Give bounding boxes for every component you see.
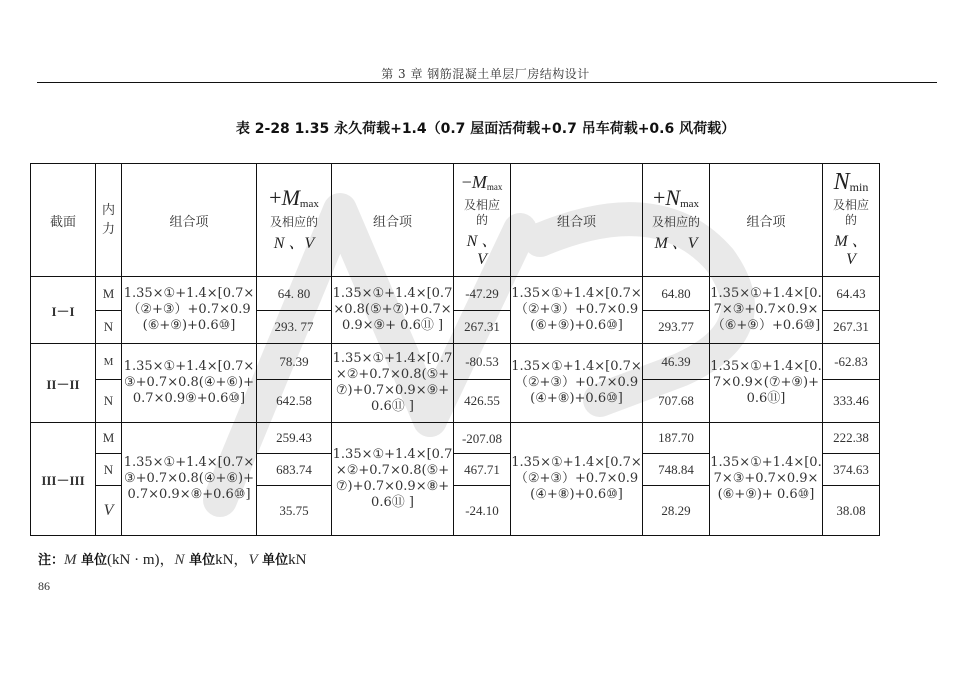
value-cell: 28.29 <box>643 486 710 536</box>
section-label: I－I <box>31 277 96 344</box>
page-number: 86 <box>38 579 50 593</box>
combo-formula: 1.35×①+1.4×[0.7×③+0.7×0.9×(⑥+⑨)+ 0.6⑩] <box>710 423 823 536</box>
header-pos-n-max: $+N_{max}$ 及相应的 M 、V <box>643 164 710 277</box>
value-cell: 222.38 <box>823 423 880 454</box>
combo-formula: 1.35×①+1.4×[0.7×0.8(⑤+⑦)+0.7×0.9×⑨+ 0.6⑪ ] <box>332 277 454 344</box>
header-combo-4: 组合项 <box>710 164 823 277</box>
header-combo-2: 组合项 <box>332 164 454 277</box>
value-cell: 333.46 <box>823 380 880 423</box>
value-cell: 64. 80 <box>257 277 332 311</box>
combo-formula: 1.35×①+1.4×[0.7×③+0.7×0.8(④+⑥)+0.7×0.9⑨+0.6⑩] <box>122 344 257 423</box>
value-cell: 293.77 <box>643 311 710 344</box>
force-label: V <box>96 486 122 536</box>
value-cell: 267.31 <box>823 311 880 344</box>
force-label: N <box>96 454 122 486</box>
combo-formula: 1.35×①+1.4×[0.7×③+0.7×0.9×（⑥+⑨）+0.6⑩] <box>710 277 823 344</box>
combo-formula: 1.35×①+1.4×[0.7×（②+③）+0.7×0.9(④+⑧)+0.6⑩] <box>511 344 643 423</box>
value-cell: 707.68 <box>643 380 710 423</box>
value-cell: 426.55 <box>454 380 511 423</box>
value-cell: -24.10 <box>454 486 511 536</box>
combo-formula: 1.35×①+1.4×[0.7×②+0.7×0.8(⑤+⑦)+0.7×0.9×⑧+0.6⑪ ] <box>332 423 454 536</box>
value-cell: 259.43 <box>257 423 332 454</box>
table-note: 注：M 单位(kN · m)，N 单位kN，V 单位kN <box>38 552 307 568</box>
header-section: 截面 <box>31 164 96 277</box>
value-cell: -62.83 <box>823 344 880 380</box>
table-row <box>31 423 880 454</box>
value-cell: 683.74 <box>257 454 332 486</box>
value-cell: 38.08 <box>823 486 880 536</box>
header-n-min: $N_{min}$ 及相应的 M 、V <box>823 164 880 277</box>
force-label: M <box>96 344 122 380</box>
force-label: M <box>96 423 122 454</box>
value-cell: 35.75 <box>257 486 332 536</box>
combo-formula: 1.35×①+1.4×[0.7×（②+③）+0.7×0.9(⑥+⑨)+0.6⑩] <box>511 277 643 344</box>
header-row <box>31 164 880 277</box>
header-combo-3: 组合项 <box>511 164 643 277</box>
combo-formula: 1.35×①+1.4×[0.7×②+0.7×0.8(⑤+⑦)+0.7×0.9×⑨+0.6⑪ ] <box>332 344 454 423</box>
value-cell: -47.29 <box>454 277 511 311</box>
table-row <box>31 277 880 311</box>
force-label: M <box>96 277 122 311</box>
value-cell: -207.08 <box>454 423 511 454</box>
value-cell: 187.70 <box>643 423 710 454</box>
value-cell: 64.43 <box>823 277 880 311</box>
header-pos-m-max: $+M_{max}$ 及相应的 N 、V <box>257 164 332 277</box>
value-cell: 467.71 <box>454 454 511 486</box>
combo-formula: 1.35×①+1.4×[0.7×0.9×(⑦+⑨)+ 0.6⑪] <box>710 344 823 423</box>
value-cell: -80.53 <box>454 344 511 380</box>
value-cell: 78.39 <box>257 344 332 380</box>
running-head: 第 3 章 钢筋混凝土单层厂房结构设计 <box>381 67 590 81</box>
value-cell: 748.84 <box>643 454 710 486</box>
value-cell: 642.58 <box>257 380 332 423</box>
value-cell: 293. 77 <box>257 311 332 344</box>
combo-formula: 1.35×①+1.4×[0.7×（②+③）+0.7×0.9(⑥+⑨)+0.6⑩] <box>122 277 257 344</box>
table-title: 表 2-28 1.35 永久荷载+1.4（0.7 屋面活荷载+0.7 吊车荷载+0.6 风荷载） <box>235 121 736 137</box>
section-label: III－III <box>31 423 96 536</box>
combo-formula: 1.35×①+1.4×[0.7×③+0.7×0.8(④+⑥)+0.7×0.9×⑧+0.6⑩] <box>122 423 257 536</box>
value-cell: 374.63 <box>823 454 880 486</box>
header-neg-m-max: $-M_{max}$ 及相应的 N 、V <box>454 164 511 277</box>
value-cell: 64.80 <box>643 277 710 311</box>
force-label: N <box>96 380 122 423</box>
load-combination-table <box>30 163 880 536</box>
header-force: 内力 <box>96 164 122 277</box>
value-cell: 46.39 <box>643 344 710 380</box>
combo-formula: 1.35×①+1.4×[0.7×（②+③）+0.7×0.9(④+⑧)+0.6⑩] <box>511 423 643 536</box>
table-row <box>31 344 880 380</box>
value-cell: 267.31 <box>454 311 511 344</box>
section-label: II－II <box>31 344 96 423</box>
force-label: N <box>96 311 122 344</box>
header-combo-1: 组合项 <box>122 164 257 277</box>
header-rule <box>37 82 937 83</box>
